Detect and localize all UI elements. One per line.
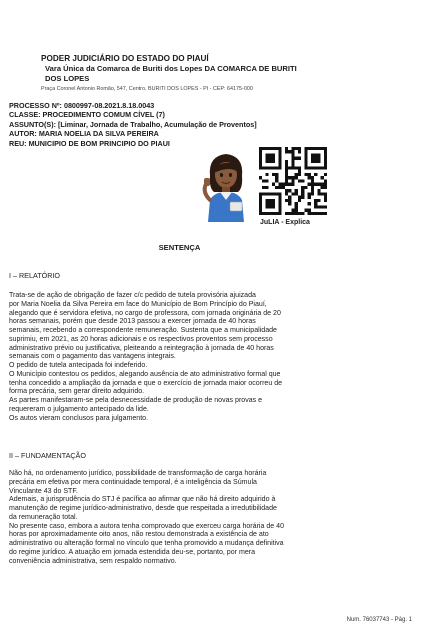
julia-label[interactable]: JuLIA - Explica: [260, 219, 310, 226]
text-line: requereram o julgamento antecipado da lide.: [9, 405, 149, 413]
court-unit-line-1: Vara Única da Comarca de Buriti dos Lopes DA COMARCA DE BURITI: [45, 64, 297, 73]
section-heading-grounds: II – FUNDAMENTAÇÃO: [9, 451, 86, 460]
text-line: semanais com o pagamento das vantagens integrais.: [9, 353, 176, 361]
process-info: [9, 101, 309, 148]
text-line: tenha concedido a ampliação da jornada e que o exercício de jornada maior ocorreu de: [9, 379, 283, 387]
section-heading-report: I – RELATÓRIO: [9, 271, 60, 280]
text-line: Não há, no ordenamento jurídico, possibilidade de transformação de carga horária: [9, 470, 267, 477]
text-line: horas por aproximadamente oito anos, não restou demonstrada a existência de ato: [9, 531, 269, 539]
document-header: [41, 53, 401, 94]
text-line: precária em efetiva por mera continuidade temporal, é a inteligência da Súmula: [9, 478, 257, 486]
text-line: horas semanais, porém que desde 2013 passou a exercer jornada de 40 horas: [9, 318, 256, 326]
text-line: alegando que é servidora efetiva, no cargo de professora, com jornada originária de 20: [9, 309, 281, 317]
court-name: PODER JUDICIÁRIO DO ESTADO DO PIAUÍ: [41, 54, 209, 63]
text-line: por Maria Noelia da Silva Pereira em face do Município de Bom Princípio do Piauí,: [9, 300, 267, 308]
grounds-text: [9, 470, 331, 566]
text-line: Os autos vieram conclusos para julgamento.: [9, 414, 149, 422]
report-text: [9, 292, 331, 423]
document-title: SENTENÇA: [158, 243, 201, 252]
process-class: CLASSE: PROCEDIMENTO COMUM CÍVEL (7): [9, 110, 165, 120]
text-line: Vinculante 43 do STF.: [9, 487, 78, 495]
text-line: As partes manifestaram-se pela desnecessidade de produção de novas provas e: [9, 397, 263, 404]
text-line: conveniência administrativa, sem respaldo normativo.: [9, 557, 177, 565]
julia-avatar-icon[interactable]: [196, 148, 256, 222]
court-unit-line-2: DOS LOPES: [45, 74, 90, 83]
text-line: forma precária, sem gerar direito adquirido.: [9, 388, 145, 396]
text-line: semanais, recebendo a correspondente remuneração. Sustenta que a municipalidade: [9, 327, 277, 334]
text-line: suprimiu, em 2021, as 20 horas adicionais e os respectivos proventos sem processo: [9, 335, 273, 343]
text-line: administrativo prévio ou justificativa, pleiteando a reintegração à jornada de 40 horas: [9, 344, 274, 352]
text-line: Trata-se de ação de obrigação de fazer c/c pedido de tutela provisória ajuizada: [9, 292, 256, 299]
process-subjects: ASSUNTO(S): [Liminar, Jornada de Trabalho, Acumulação de Proventos]: [9, 119, 257, 129]
text-line: O Município contestou os pedidos, alegando ausência de ato administrativo formal que: [9, 370, 281, 378]
process-number: PROCESSO Nº: 0800997-08.2021.8.18.0043: [9, 101, 155, 110]
text-line: administrativo ou alteração formal no vínculo que tenha promovido a mudança definitiva: [9, 540, 284, 547]
process-author: AUTOR: MARIA NOELIA DA SILVA PEREIRA: [9, 129, 159, 139]
process-defendant: REU: MUNICIPIO DE BOM PRINCIPIO DO PIAUI: [9, 138, 170, 148]
text-line: manutenção de regime jurídico-administrativo, desde que respeitada a irredutibilidade: [9, 505, 277, 512]
text-line: da remuneração total.: [9, 513, 78, 521]
text-line: O pedido de tutela antecipada foi indeferido.: [9, 362, 148, 369]
text-line: Ademais, a jurisprudência do STJ é pacífica ao afirmar que não há direito adquirido à: [9, 496, 276, 504]
qr-code-icon[interactable]: [259, 147, 327, 215]
court-address: Praça Coronel Antonio Romão, 547, Centro, BURITI DOS LOPES - PI - CEP: 64175-000: [41, 86, 253, 92]
text-line: do regime jurídico. A atuação em jornada estendida deu-se, portanto, por mera: [9, 548, 256, 556]
text-line: No presente caso, embora a autora tenha comprovado que exerceu carga horária de 40: [9, 522, 285, 530]
page-footer: Num. 76037743 - Pág. 1: [346, 617, 412, 623]
